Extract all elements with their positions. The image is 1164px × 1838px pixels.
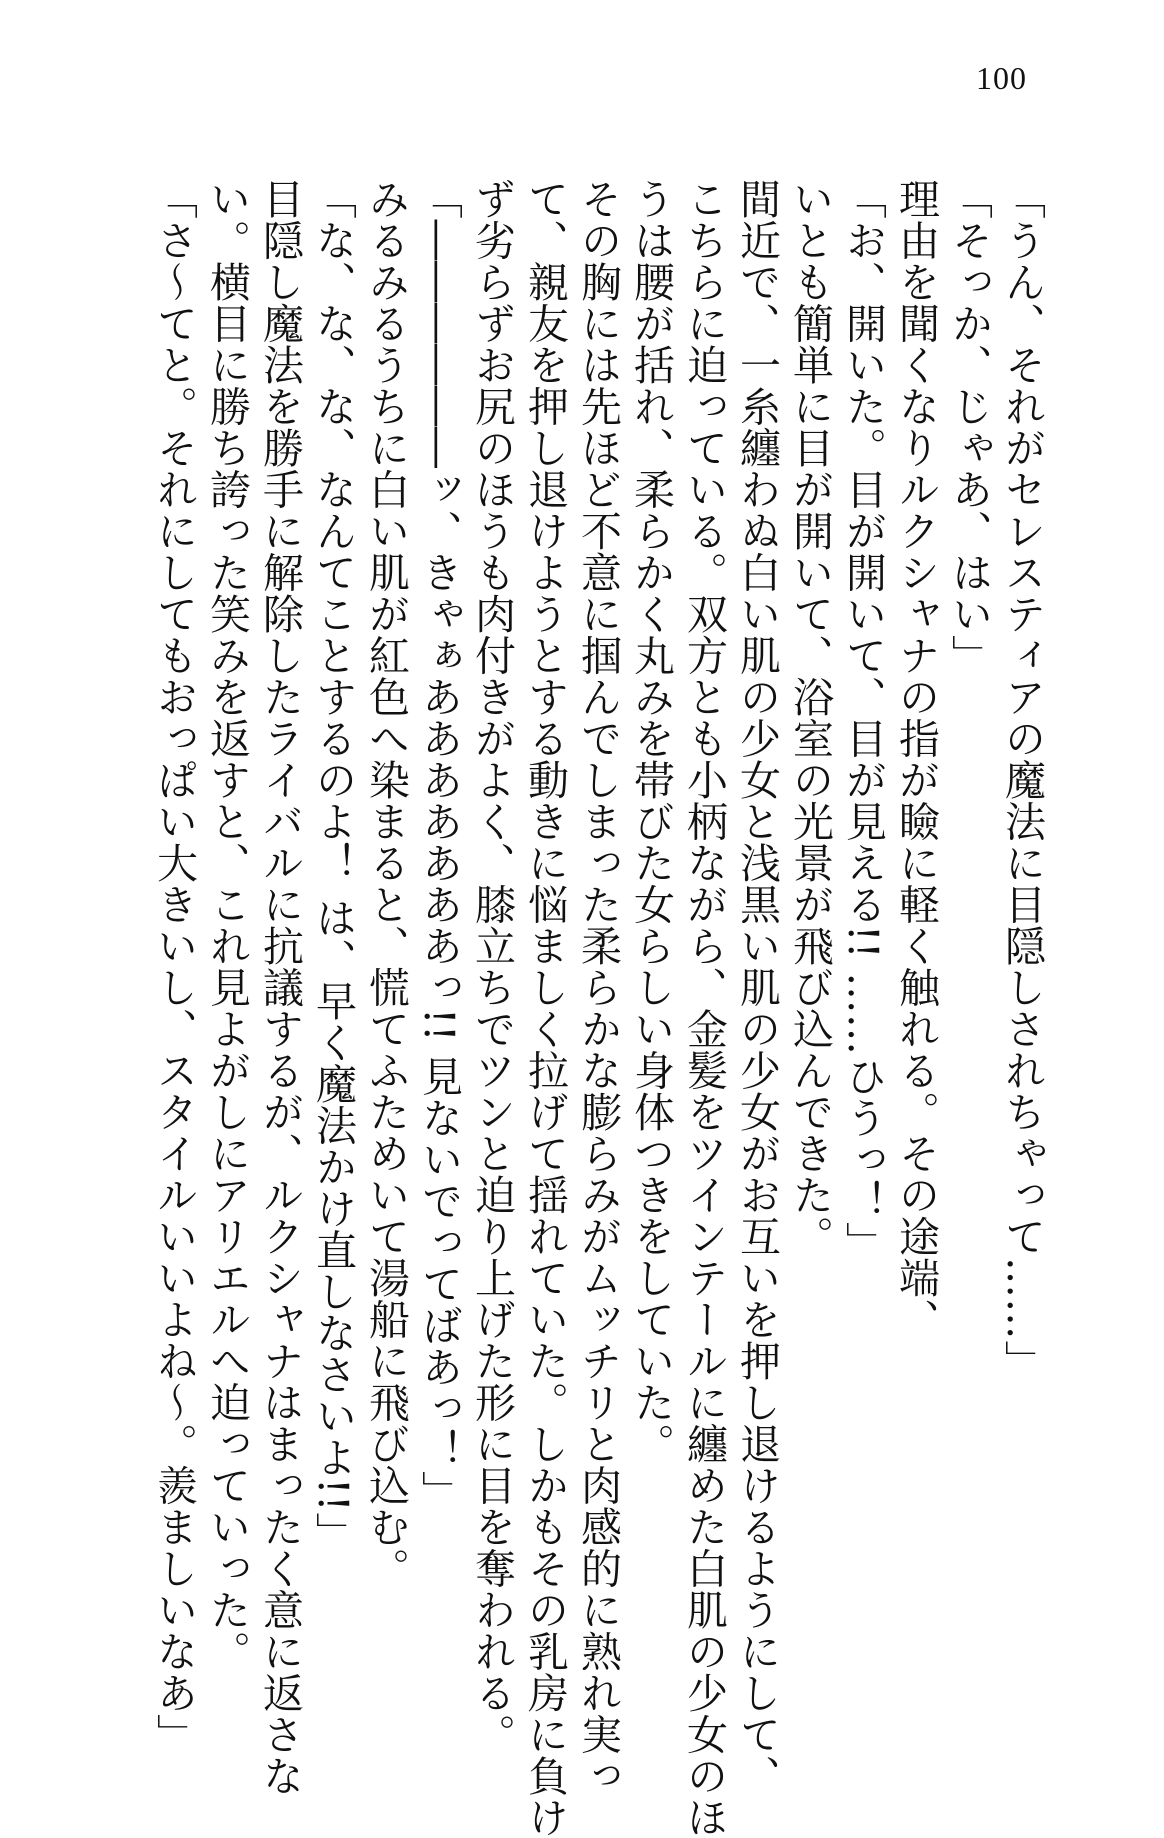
page-number: 100	[976, 60, 1027, 96]
text-line: て、親友を押し退けようとする動きに悩ましく拉げて揺れていた。しかもその乳房に負け	[521, 178, 569, 1838]
text-line: 間近で、一糸纏わぬ白い肌の少女と浅黒い肌の少女がお互いを押し退けるようにして、	[733, 178, 781, 1797]
text-line: 「な、な、な、なんてことするのよ！ は、早く魔法かけ直しなさいよ!!」	[309, 178, 357, 1554]
text-line: うは腰が括れ、柔らかく丸みを帯びた女らしい身体つきをしていた。	[627, 178, 675, 1465]
text-line: みるみるうちに白い肌が紅色へ染まると、慌てふためいて湯船に飛び込む。	[362, 178, 410, 1589]
text-line: その胸には先ほど不意に掴んでしまった柔らかな膨らみがムッチリと肉感的に熟れ実っ	[574, 178, 622, 1797]
text-line: 「お、開いた。目が開いて、目が見える!! ……ひうっ！」	[839, 178, 887, 1263]
text-line: い。横目に勝ち誇った笑みを返すと、これ見よがしにアリエルへ迫っていった。	[203, 178, 251, 1672]
text-line: 「――――――ッ、きゃぁあああああああっ!! 見ないでってばあっ！」	[415, 178, 463, 1512]
text-line: 「そっか、じゃあ、はい」	[945, 178, 993, 676]
text-line: 理由を聞くなりルクシャナの指が瞼に軽く触れる。その途端、	[892, 178, 940, 1340]
vertical-text-block	[150, 178, 1048, 1838]
text-line: こちらに迫っている。双方とも小柄ながら、金髪をツインテールに纏めた白肌の少女のほ	[680, 178, 728, 1838]
text-line: いとも簡単に目が開いて、浴室の光景が飛び込んできた。	[786, 178, 834, 1257]
text-line: ず劣らずお尻のほうも肉付きがよく、膝立ちでツンと迫り上げた形に目を奪われる。	[468, 178, 516, 1755]
text-line: 「うん、それがセレスティアの魔法に目隠しされちゃって……」	[998, 178, 1046, 1382]
text-line: 「さ～てと。それにしてもおっぱい大きいし、スタイルいいよね～。羨ましいなあ」	[150, 178, 198, 1755]
text-line: 目隠し魔法を勝手に解除したライバルに抗議するが、ルクシャナはまったく意に返さな	[256, 178, 304, 1797]
